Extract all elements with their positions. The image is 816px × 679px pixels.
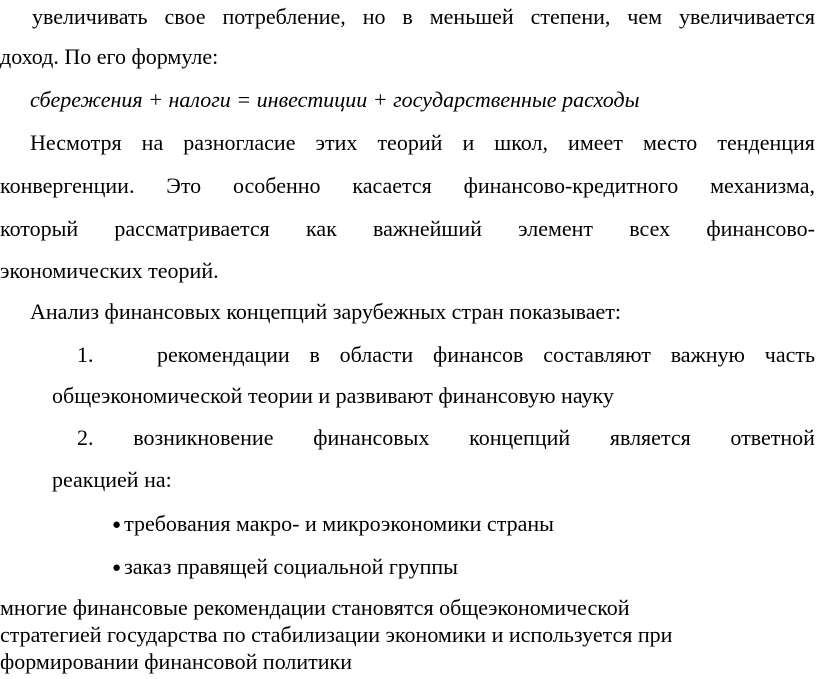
conclusion-line2: стратегией государства по стабилизации экономики и используется при bbox=[0, 622, 673, 647]
conclusion-line1: многие финансовые рекомендации становятся общеэкономической bbox=[0, 595, 630, 620]
list-item-1-line1: рекомендации в области финансов составляют важную часть bbox=[157, 342, 815, 367]
bullet-item-1: ● требования макро- и микроэкономики страны bbox=[112, 511, 554, 536]
conclusion-line3: формировании финансовой политики bbox=[0, 649, 352, 674]
paragraph2-line4: экономических теорий. bbox=[0, 258, 219, 283]
paragraph1-line2: доход. По его формуле: bbox=[0, 44, 219, 69]
list-item-1-number: 1. bbox=[77, 342, 94, 367]
formula: сбережения + налоги = инвестиции + государственные расходы bbox=[30, 87, 640, 112]
paragraph2-line3: который рассматривается как важнейший элемент всех финансово- bbox=[0, 216, 815, 241]
bullet-icon: ● bbox=[112, 517, 122, 533]
bullet-item-2: ● заказ правящей социальной группы bbox=[112, 554, 458, 579]
paragraph1-line1: увеличивать свое потребление, но в меньшей степени, чем увеличивается bbox=[32, 4, 815, 29]
list-item-1-line2: общеэкономической теории и развивают финансовую науку bbox=[52, 383, 614, 408]
list-item-2-line2: реакцией на: bbox=[52, 467, 172, 492]
bullet-icon: ● bbox=[112, 560, 122, 576]
paragraph2-line1: Несмотря на разногласие этих теорий и школ, имеет место тенденция bbox=[30, 130, 815, 155]
list-item-2-line1: 2. возникновение финансовых концепций является ответной bbox=[77, 425, 815, 450]
paragraph3: Анализ финансовых концепций зарубежных стран показывает: bbox=[30, 299, 622, 324]
paragraph2-line2: конвергенции. Это особенно касается финансово-кредитного механизма, bbox=[0, 173, 815, 198]
